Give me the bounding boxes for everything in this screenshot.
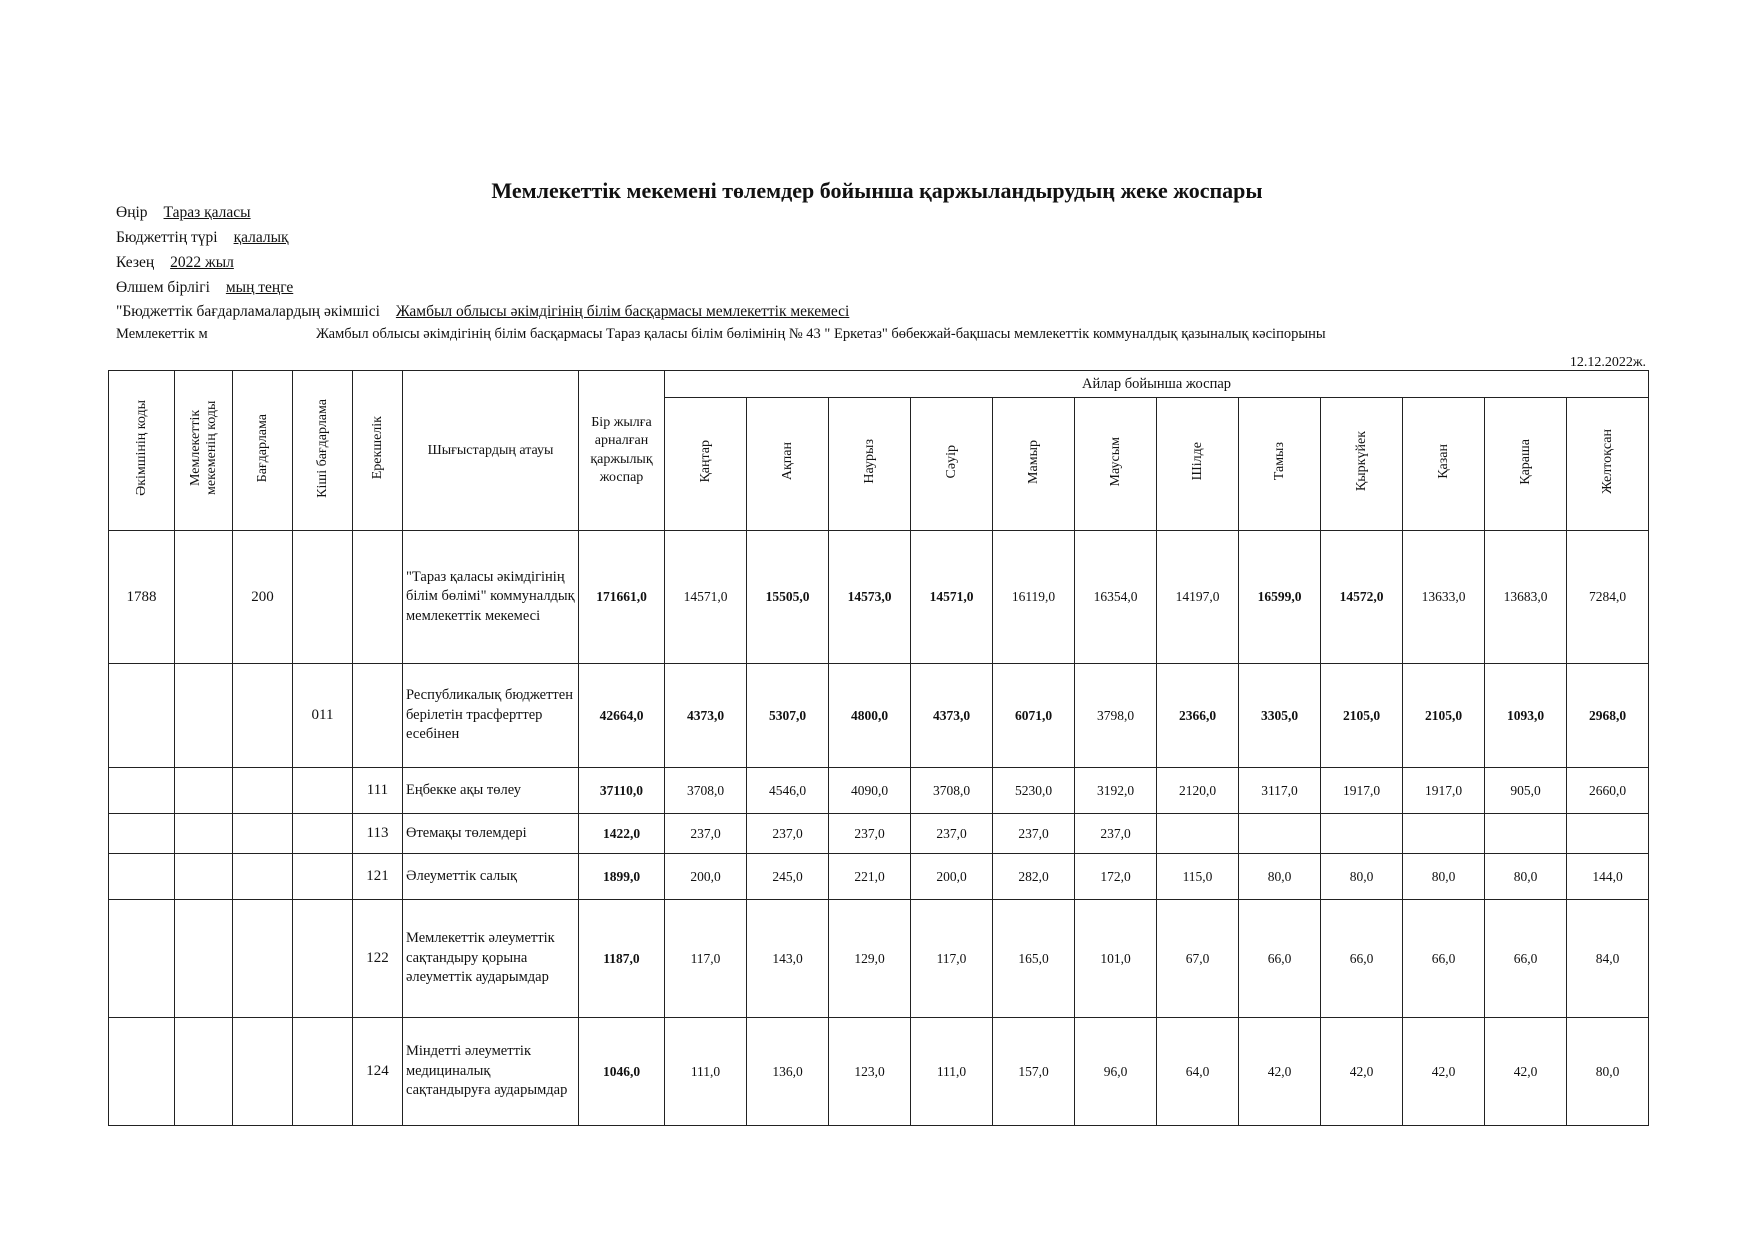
table-row	[109, 814, 1649, 854]
cell-expense-name: Міндетті әлеуметтік медициналық сақтандыруға аударымдар	[403, 1018, 579, 1126]
cell-program	[233, 854, 293, 900]
col-head-name: Шығыстардың атауы	[403, 371, 579, 531]
cell-month-value: 129,0	[829, 900, 911, 1018]
cell-month-value: 16119,0	[993, 531, 1075, 664]
cell-month-value: 4373,0	[665, 664, 747, 768]
cell-admin-code	[109, 768, 175, 814]
cell-inst-code	[175, 1018, 233, 1126]
col-head-month: Сәуір	[911, 398, 993, 531]
col-head-month: Қыркүйек	[1321, 398, 1403, 531]
cell-inst-code	[175, 531, 233, 664]
cell-annual-plan: 171661,0	[579, 531, 665, 664]
cell-annual-plan: 1899,0	[579, 854, 665, 900]
cell-month-value: 157,0	[993, 1018, 1075, 1126]
cell-expense-name: Әлеуметтік салық	[403, 854, 579, 900]
cell-specifics	[353, 531, 403, 664]
table-row	[109, 900, 1649, 1018]
cell-month-value: 2968,0	[1567, 664, 1649, 768]
cell-admin-code	[109, 814, 175, 854]
cell-month-value: 2366,0	[1157, 664, 1239, 768]
cell-month-value: 66,0	[1321, 900, 1403, 1018]
cell-month-value: 237,0	[1075, 814, 1157, 854]
unit-line	[116, 279, 293, 297]
table-row	[109, 531, 1649, 664]
col-head-month: Наурыз	[829, 398, 911, 531]
cell-program	[233, 768, 293, 814]
cell-inst-code	[175, 900, 233, 1018]
cell-month-value: 237,0	[747, 814, 829, 854]
cell-admin-code: 1788	[109, 531, 175, 664]
cell-expense-name: Еңбекке ақы төлеу	[403, 768, 579, 814]
cell-month-value: 237,0	[665, 814, 747, 854]
cell-month-value	[1403, 814, 1485, 854]
cell-month-value: 16354,0	[1075, 531, 1157, 664]
unit-value: мың теңге	[225, 279, 294, 296]
col-head-month: Мамыр	[993, 398, 1075, 531]
cell-month-value: 2105,0	[1321, 664, 1403, 768]
cell-month-value: 2120,0	[1157, 768, 1239, 814]
cell-month-value	[1157, 814, 1239, 854]
cell-month-value: 14571,0	[665, 531, 747, 664]
document-date: 12.12.2022ж.	[1569, 355, 1646, 370]
cell-expense-name: "Тараз қаласы әкімдігінің білім бөлімі" коммуналдық мемлекеттік мекемесі	[403, 531, 579, 664]
col-head-specifics: Ерекшелік	[353, 371, 403, 531]
cell-month-value: 80,0	[1485, 854, 1567, 900]
cell-month-value: 14573,0	[829, 531, 911, 664]
admin-line	[116, 303, 849, 321]
cell-month-value: 84,0	[1567, 900, 1649, 1018]
table-body	[109, 531, 1649, 1126]
cell-month-value: 42,0	[1239, 1018, 1321, 1126]
col-head-program: Бағдарлама	[233, 371, 293, 531]
cell-month-value: 3708,0	[911, 768, 993, 814]
cell-month-value: 143,0	[747, 900, 829, 1018]
cell-inst-code	[175, 768, 233, 814]
admin-label: "Бюджеттік бағдарламалардың әкімшісі	[116, 303, 380, 320]
cell-month-value: 80,0	[1239, 854, 1321, 900]
period-value: 2022 жыл	[170, 254, 234, 271]
cell-program	[233, 664, 293, 768]
cell-month-value: 7284,0	[1567, 531, 1649, 664]
cell-subprogram	[293, 900, 353, 1018]
cell-inst-code	[175, 664, 233, 768]
cell-month-value: 13633,0	[1403, 531, 1485, 664]
cell-month-value: 136,0	[747, 1018, 829, 1126]
cell-expense-name: Мемлекеттік әлеуметтік сақтандыру қорына әлеуметтік аударымдар	[403, 900, 579, 1018]
table-row	[109, 664, 1649, 768]
cell-month-value: 14572,0	[1321, 531, 1403, 664]
table-row	[109, 854, 1649, 900]
cell-program: 200	[233, 531, 293, 664]
cell-month-value	[1321, 814, 1403, 854]
cell-subprogram	[293, 814, 353, 854]
cell-month-value: 14197,0	[1157, 531, 1239, 664]
cell-month-value: 3305,0	[1239, 664, 1321, 768]
region-label: Өңір	[116, 204, 148, 221]
period-label: Кезең	[116, 254, 155, 271]
region-value: Тараз қаласы	[163, 204, 251, 221]
cell-month-value: 96,0	[1075, 1018, 1157, 1126]
cell-inst-code	[175, 854, 233, 900]
col-head-month: Шілде	[1157, 398, 1239, 531]
cell-month-value: 14571,0	[911, 531, 993, 664]
col-head-annual: Бір жылға арналған қаржылық жоспар	[579, 371, 665, 531]
cell-annual-plan: 1187,0	[579, 900, 665, 1018]
cell-subprogram	[293, 768, 353, 814]
cell-month-value: 905,0	[1485, 768, 1567, 814]
cell-month-value: 200,0	[911, 854, 993, 900]
cell-month-value: 3117,0	[1239, 768, 1321, 814]
cell-month-value: 245,0	[747, 854, 829, 900]
cell-month-value: 6071,0	[993, 664, 1075, 768]
col-head-admin-code: Әкімшінің коды	[109, 371, 175, 531]
cell-month-value: 101,0	[1075, 900, 1157, 1018]
budget-type-value: қалалық	[233, 229, 289, 246]
cell-subprogram	[293, 1018, 353, 1126]
col-head-month: Қараша	[1485, 398, 1567, 531]
col-head-month: Ақпан	[747, 398, 829, 531]
cell-month-value: 80,0	[1567, 1018, 1649, 1126]
cell-program	[233, 900, 293, 1018]
cell-month-value: 42,0	[1403, 1018, 1485, 1126]
cell-month-value: 1093,0	[1485, 664, 1567, 768]
cell-month-value: 67,0	[1157, 900, 1239, 1018]
cell-specifics: 122	[353, 900, 403, 1018]
financing-plan-table	[108, 370, 1649, 1126]
cell-specifics	[353, 664, 403, 768]
budget-type-line	[116, 229, 289, 247]
cell-month-value: 221,0	[829, 854, 911, 900]
cell-month-value: 3192,0	[1075, 768, 1157, 814]
cell-month-value	[1485, 814, 1567, 854]
cell-specifics: 124	[353, 1018, 403, 1126]
cell-month-value: 111,0	[911, 1018, 993, 1126]
period-line	[116, 254, 234, 272]
col-head-month: Тамыз	[1239, 398, 1321, 531]
cell-month-value	[1567, 814, 1649, 854]
cell-month-value: 4090,0	[829, 768, 911, 814]
cell-annual-plan: 37110,0	[579, 768, 665, 814]
cell-month-value: 237,0	[911, 814, 993, 854]
col-head-month: Қаңтар	[665, 398, 747, 531]
col-head-month: Қазан	[1403, 398, 1485, 531]
cell-month-value: 1917,0	[1403, 768, 1485, 814]
cell-specifics: 113	[353, 814, 403, 854]
cell-month-value: 4373,0	[911, 664, 993, 768]
cell-annual-plan: 42664,0	[579, 664, 665, 768]
cell-annual-plan: 1422,0	[579, 814, 665, 854]
cell-month-value: 111,0	[665, 1018, 747, 1126]
col-head-subprogram: Кіші бағдарлама	[293, 371, 353, 531]
cell-month-value: 165,0	[993, 900, 1075, 1018]
cell-expense-name: Өтемақы төлемдері	[403, 814, 579, 854]
cell-month-value: 237,0	[993, 814, 1075, 854]
cell-month-value: 200,0	[665, 854, 747, 900]
cell-program	[233, 1018, 293, 1126]
cell-month-value: 16599,0	[1239, 531, 1321, 664]
cell-month-value: 5307,0	[747, 664, 829, 768]
institution-line	[116, 326, 1326, 343]
col-head-month: Желтоқсан	[1567, 398, 1649, 531]
cell-month-value: 64,0	[1157, 1018, 1239, 1126]
cell-subprogram	[293, 854, 353, 900]
cell-month-value	[1239, 814, 1321, 854]
cell-month-value: 42,0	[1321, 1018, 1403, 1126]
cell-admin-code	[109, 900, 175, 1018]
cell-month-value: 172,0	[1075, 854, 1157, 900]
header-row-1	[109, 371, 1649, 398]
cell-admin-code	[109, 854, 175, 900]
cell-specifics: 111	[353, 768, 403, 814]
cell-month-value: 1917,0	[1321, 768, 1403, 814]
col-head-inst-code: Мемлекеттік мекеменің коды	[175, 371, 233, 531]
cell-month-value: 2105,0	[1403, 664, 1485, 768]
cell-subprogram	[293, 531, 353, 664]
col-head-month: Маусым	[1075, 398, 1157, 531]
cell-admin-code	[109, 1018, 175, 1126]
institution-value: Жамбыл облысы әкімдігінің білім басқармасы Тараз қаласы білім бөлімінің № 43 " Еркетаз" бөбекжай-бақшасы мемлекеттік коммуналдық қазыналық кәсіпорыны	[316, 326, 1326, 342]
table-row	[109, 768, 1649, 814]
cell-month-value: 144,0	[1567, 854, 1649, 900]
cell-expense-name: Республикалық бюджеттен берілетін трасферттер есебінен	[403, 664, 579, 768]
cell-month-value: 3798,0	[1075, 664, 1157, 768]
cell-admin-code	[109, 664, 175, 768]
cell-month-value: 237,0	[829, 814, 911, 854]
cell-month-value: 66,0	[1485, 900, 1567, 1018]
cell-month-value: 42,0	[1485, 1018, 1567, 1126]
admin-value: Жамбыл облысы әкімдігінің білім басқармасы мемлекеттік мекемесі	[395, 303, 850, 320]
institution-label: Мемлекеттік м	[116, 326, 208, 342]
cell-subprogram: 011	[293, 664, 353, 768]
cell-specifics: 121	[353, 854, 403, 900]
cell-month-value: 117,0	[911, 900, 993, 1018]
cell-month-value: 66,0	[1403, 900, 1485, 1018]
cell-month-value: 15505,0	[747, 531, 829, 664]
cell-month-value: 3708,0	[665, 768, 747, 814]
cell-month-value: 123,0	[829, 1018, 911, 1126]
region-line	[116, 204, 251, 222]
budget-type-label: Бюджеттің түрі	[116, 229, 218, 246]
cell-month-value: 4800,0	[829, 664, 911, 768]
cell-month-value: 282,0	[993, 854, 1075, 900]
cell-month-value: 5230,0	[993, 768, 1075, 814]
col-head-months-group: Айлар бойынша жоспар	[665, 371, 1649, 398]
unit-label: Өлшем бірлігі	[116, 279, 210, 296]
cell-annual-plan: 1046,0	[579, 1018, 665, 1126]
cell-month-value: 13683,0	[1485, 531, 1567, 664]
cell-inst-code	[175, 814, 233, 854]
cell-month-value: 2660,0	[1567, 768, 1649, 814]
cell-program	[233, 814, 293, 854]
cell-month-value: 66,0	[1239, 900, 1321, 1018]
cell-month-value: 115,0	[1157, 854, 1239, 900]
table-row	[109, 1018, 1649, 1126]
cell-month-value: 117,0	[665, 900, 747, 1018]
cell-month-value: 4546,0	[747, 768, 829, 814]
document-title: Мемлекеттік мекемені төлемдер бойынша қаржыландырудың жеке жоспары	[491, 178, 1263, 203]
cell-month-value: 80,0	[1321, 854, 1403, 900]
cell-month-value: 80,0	[1403, 854, 1485, 900]
